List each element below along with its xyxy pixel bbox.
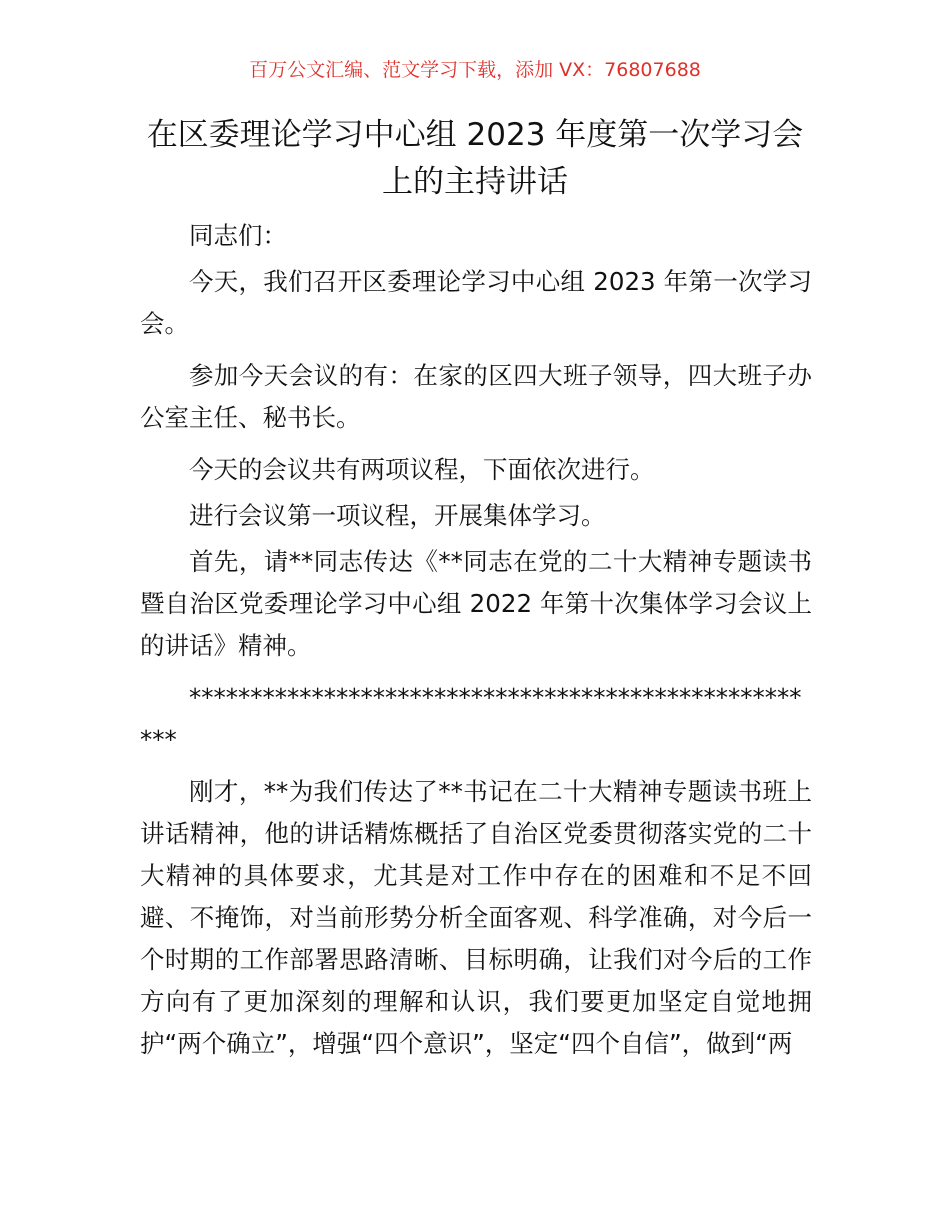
summary-paragraph: 刚才，**为我们传达了**书记在二十大精神专题读书班上讲话精神，他的讲话精炼概括了自治区党委贯彻落实党的二十大精神的具体要求，尤其是对工作中存在的困难和不足不回避、不掩饰，对当前形势分析全面客观、科学准确，对今后一个时期的工作部署思路清晰、目标明确，让我们对今后的工作方向有了更加深刻的理解和认识，我们要更加坚定自觉地拥护“两个确立”，增强“四个意识”，坚定“四个自信”，做到“两 (140, 777, 812, 1058)
attendees-paragraph: 参加今天会议的有：在家的区四大班子领导，四大班子办公室主任、秘书长。 (140, 361, 812, 432)
transmission-paragraph: 首先，请**同志传达《**同志在党的二十大精神专题读书暨自治区党委理论学习中心组 2022 年第十次集体学习会议上的讲话》精神。 (140, 547, 812, 660)
opening-paragraph: 今天，我们召开区委理论学习中心组 2023 年第一次学习会。 (140, 267, 812, 338)
header-watermark: 百万公文汇编、范文学习下载，添加 VX：76807688 (249, 59, 701, 81)
document-title: 在区委理论学习中心组 2023 年度第一次学习会上的主持讲话 (146, 117, 804, 200)
first-item-paragraph: 进行会议第一项议程，开展集体学习。 (189, 501, 606, 530)
document-body (140, 215, 812, 1075)
agenda-paragraph: 今天的会议共有两项议程，下面依次进行。 (189, 455, 655, 484)
salutation-paragraph: 同志们： (189, 221, 287, 250)
separator-stars: ***************************************************** (140, 683, 802, 754)
